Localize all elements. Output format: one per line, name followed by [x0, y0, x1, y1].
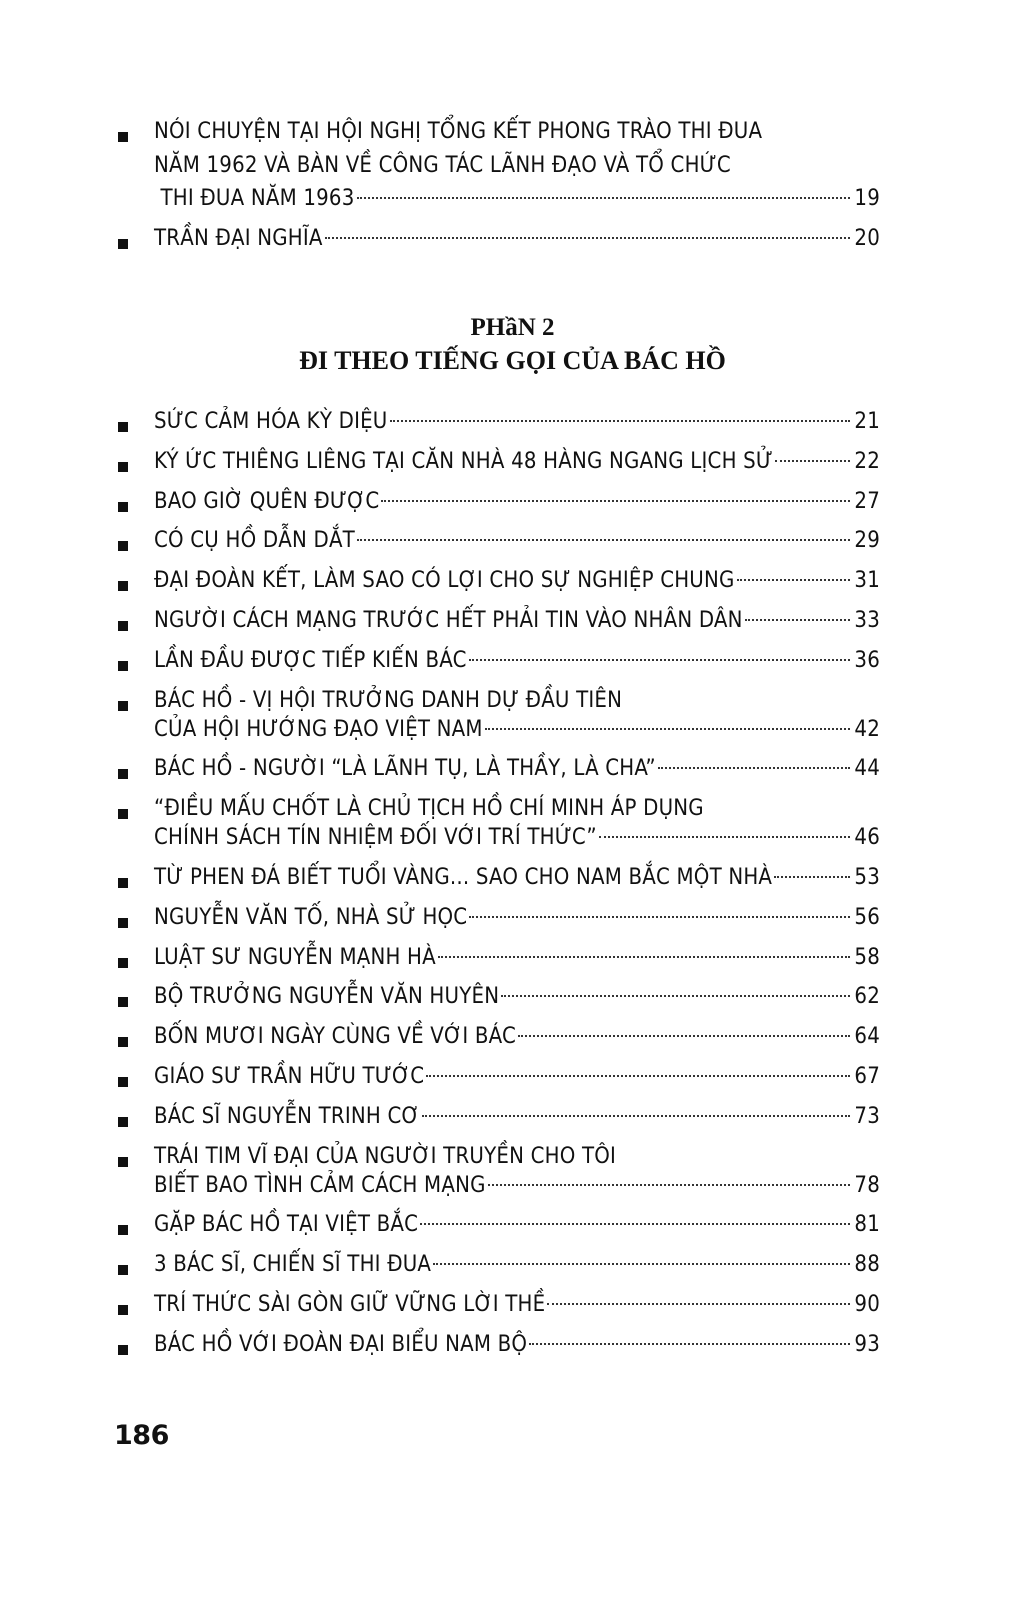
toc-entry-line	[154, 1019, 880, 1055]
toc-page-number: 22	[854, 448, 880, 474]
toc-entry-title: CÓ CỤ HỒ DẪN DẮT	[154, 528, 355, 554]
toc-entry-line	[154, 603, 880, 639]
toc-entry-line	[154, 523, 880, 559]
dot-leader	[357, 197, 851, 199]
toc-entry-title: SỨC CẢM HÓA KỲ DIỆU	[154, 409, 388, 434]
toc-page-number: 93	[854, 1331, 880, 1357]
dot-leader	[469, 916, 850, 918]
dot-leader	[658, 767, 851, 769]
square-bullet-icon	[118, 1225, 128, 1235]
page-number: 186	[114, 1420, 169, 1451]
square-bullet-icon	[118, 661, 128, 671]
toc-entry-line	[154, 643, 880, 679]
toc-entry-line	[154, 820, 880, 856]
dot-leader	[488, 1184, 851, 1186]
toc-entry-title: TRÍ THỨC SÀI GÒN GIỮ VỮNG LỜI THỀ	[154, 1292, 546, 1317]
toc-entry-title: BÁC HỒ VỚI ĐOÀN ĐẠI BIỂU NAM BỘ	[154, 1331, 528, 1357]
toc-entry-title: THI ĐUA NĂM 1963	[154, 186, 355, 211]
square-bullet-icon	[118, 701, 128, 711]
square-bullet-icon	[118, 997, 128, 1007]
toc-page-number: 19	[854, 186, 880, 211]
dot-leader	[745, 619, 851, 621]
toc-page-number: 88	[854, 1252, 880, 1278]
toc-entry-title: GIÁO SƯ TRẦN HỮU TƯỚC	[154, 1064, 425, 1089]
toc-page-number: 27	[854, 488, 880, 514]
toc-page-number: 46	[854, 825, 880, 851]
toc-entry-title: BÁC HỒ - NGƯỜI “LÀ LÃNH TỤ, LÀ THẦY, LÀ CHA”	[154, 756, 656, 782]
square-bullet-icon	[118, 621, 128, 631]
toc-entry-title: LẦN ĐẦU ĐƯỢC TIẾP KIẾN BÁC	[154, 647, 467, 673]
toc-entry-title: ĐẠI ĐOÀN KẾT, LÀM SAO CÓ LỢI CHO SỰ NGHIỆP CHUNG	[154, 568, 735, 594]
toc-page-number: 64	[854, 1024, 880, 1050]
toc-entry-line	[154, 979, 880, 1015]
toc-entry-title: TRẦN ĐẠI NGHĨA	[154, 226, 323, 251]
toc-entry-title: 3 BÁC SĨ, CHIẾN SĨ THI ĐUA	[154, 1252, 432, 1278]
square-bullet-icon	[118, 239, 128, 249]
toc-page-number: 29	[854, 528, 880, 554]
square-bullet-icon	[118, 132, 128, 142]
toc-entry-title: NÓI CHUYỆN TẠI HỘI NGHỊ TỔNG KẾT PHONG TRÀO THI ĐUA	[154, 119, 763, 144]
dot-leader	[438, 956, 851, 958]
toc-entry-line	[154, 940, 880, 976]
toc-entry-line	[154, 484, 880, 520]
dot-leader	[433, 1263, 850, 1265]
dot-leader	[775, 460, 850, 462]
toc-entry-line	[154, 181, 880, 217]
dot-leader	[325, 237, 851, 239]
square-bullet-icon	[118, 1037, 128, 1047]
toc-entry-line	[154, 860, 880, 896]
toc-entry-title: GẶP BÁC HỒ TẠI VIỆT BẮC	[154, 1212, 419, 1238]
toc-entry-line	[154, 1247, 880, 1283]
square-bullet-icon	[118, 541, 128, 551]
dot-leader	[599, 836, 851, 838]
toc-page-number: 58	[854, 944, 880, 970]
toc-entry-title: LUẬT SƯ NGUYỄN MẠNH HÀ	[154, 944, 436, 970]
toc-entry-title: BIẾT BAO TÌNH CẢM CÁCH MẠNG	[154, 1172, 486, 1198]
toc-page-number: 62	[854, 984, 880, 1010]
dot-leader	[357, 539, 850, 541]
toc-entry-title: KÝ ỨC THIÊNG LIÊNG TẠI CĂN NHÀ 48 HÀNG NGANG LỊCH SỬ	[154, 448, 774, 474]
toc-entry-line	[154, 563, 880, 599]
toc-entry-title: BỐN MƯƠI NGÀY CÙNG VỀ VỚI BÁC	[154, 1024, 516, 1050]
toc-page-number: 36	[854, 647, 880, 673]
toc-entry-title: NGƯỜI CÁCH MẠNG TRƯỚC HẾT PHẢI TIN VÀO NHÂN DÂN	[154, 608, 743, 633]
toc-page-number: 73	[854, 1103, 880, 1129]
square-bullet-icon	[118, 958, 128, 968]
toc-entry-title: “ĐIỀU MẤU CHỐT LÀ CHỦ TỊCH HỒ CHÍ MINH ÁP DỤNG	[154, 796, 704, 822]
toc-entry-title: BÁC HỒ - VỊ HỘI TRƯỞNG DANH DỰ ĐẦU TIÊN	[154, 687, 623, 713]
toc-entry-line	[154, 1168, 880, 1204]
square-bullet-icon	[118, 502, 128, 512]
square-bullet-icon	[118, 581, 128, 591]
toc-entry-line	[154, 444, 880, 480]
dot-leader	[426, 1075, 850, 1077]
dot-leader	[485, 728, 851, 730]
square-bullet-icon	[118, 878, 128, 888]
toc-entry-line	[154, 1327, 880, 1363]
square-bullet-icon	[118, 462, 128, 472]
part-title: ĐI THEO TIẾNG GỌI CỦA BÁC HỒ	[299, 346, 726, 375]
part-label: PHầN 2	[470, 314, 555, 341]
square-bullet-icon	[118, 1345, 128, 1355]
square-bullet-icon	[118, 1157, 128, 1167]
toc-entry-line	[154, 900, 880, 936]
toc-entry-title: TRÁI TIM VĨ ĐẠI CỦA NGƯỜI TRUYỀN CHO TÔI	[154, 1143, 617, 1169]
toc-page-number: 20	[854, 226, 880, 251]
dot-leader	[390, 420, 851, 422]
dot-leader	[422, 1115, 851, 1117]
dot-leader	[501, 995, 850, 997]
toc-entry-title: CHÍNH SÁCH TÍN NHIỆM ĐỐI VỚI TRÍ THỨC”	[154, 825, 597, 851]
toc-entry-line	[154, 1099, 880, 1135]
square-bullet-icon	[118, 1117, 128, 1127]
dot-leader	[774, 876, 850, 878]
toc-page-number: 56	[854, 904, 880, 930]
dot-leader	[737, 579, 851, 581]
toc-entry-title: BAO GIỜ QUÊN ĐƯỢC	[154, 488, 380, 514]
toc-entry-line	[154, 114, 880, 150]
toc-page-number: 67	[854, 1064, 880, 1089]
square-bullet-icon	[118, 1305, 128, 1315]
toc-entry-line	[154, 1207, 880, 1243]
square-bullet-icon	[118, 769, 128, 779]
toc-page-number: 53	[854, 865, 880, 890]
toc-entry-title: NĂM 1962 VÀ BÀN VỀ CÔNG TÁC LÃNH ĐẠO VÀ TỔ CHỨC	[154, 152, 731, 178]
toc-entry-line	[154, 404, 880, 440]
square-bullet-icon	[118, 1077, 128, 1087]
toc-page-number: 90	[854, 1292, 880, 1317]
square-bullet-icon	[118, 809, 128, 819]
square-bullet-icon	[118, 422, 128, 432]
toc-entry-line	[154, 712, 880, 748]
toc-entry-line	[154, 1059, 880, 1095]
toc-entry-title: CỦA HỘI HƯỚNG ĐẠO VIỆT NAM	[154, 716, 483, 742]
toc-entry-line	[154, 148, 880, 184]
square-bullet-icon	[118, 1265, 128, 1275]
toc-page-number: 44	[854, 756, 880, 782]
toc-page-number: 81	[854, 1212, 880, 1238]
toc-entry-line	[154, 221, 880, 257]
dot-leader	[547, 1303, 850, 1305]
toc-entry-line	[154, 1287, 880, 1323]
toc-entry-title: BÁC SĨ NGUYỄN TRINH CƠ	[154, 1103, 420, 1129]
toc-page-number: 33	[854, 608, 880, 633]
dot-leader	[469, 659, 851, 661]
toc-entry-line	[154, 751, 880, 787]
dot-leader	[529, 1343, 850, 1345]
toc-page-number: 78	[854, 1172, 880, 1198]
toc-page-number: 31	[854, 568, 880, 594]
toc-page-number: 21	[854, 409, 880, 434]
toc-page-number: 42	[854, 716, 880, 742]
square-bullet-icon	[118, 918, 128, 928]
toc-entry-title: BỘ TRƯỞNG NGUYỄN VĂN HUYÊN	[154, 984, 500, 1010]
dot-leader	[518, 1035, 850, 1037]
toc-entry-title: NGUYỄN VĂN TỐ, NHÀ SỬ HỌC	[154, 904, 468, 930]
toc-entry-title: TỪ PHEN ĐÁ BIẾT TUỔI VÀNG... SAO CHO NAM BẮC MỘT NHÀ	[154, 865, 773, 890]
dot-leader	[420, 1223, 850, 1225]
dot-leader	[381, 500, 850, 502]
